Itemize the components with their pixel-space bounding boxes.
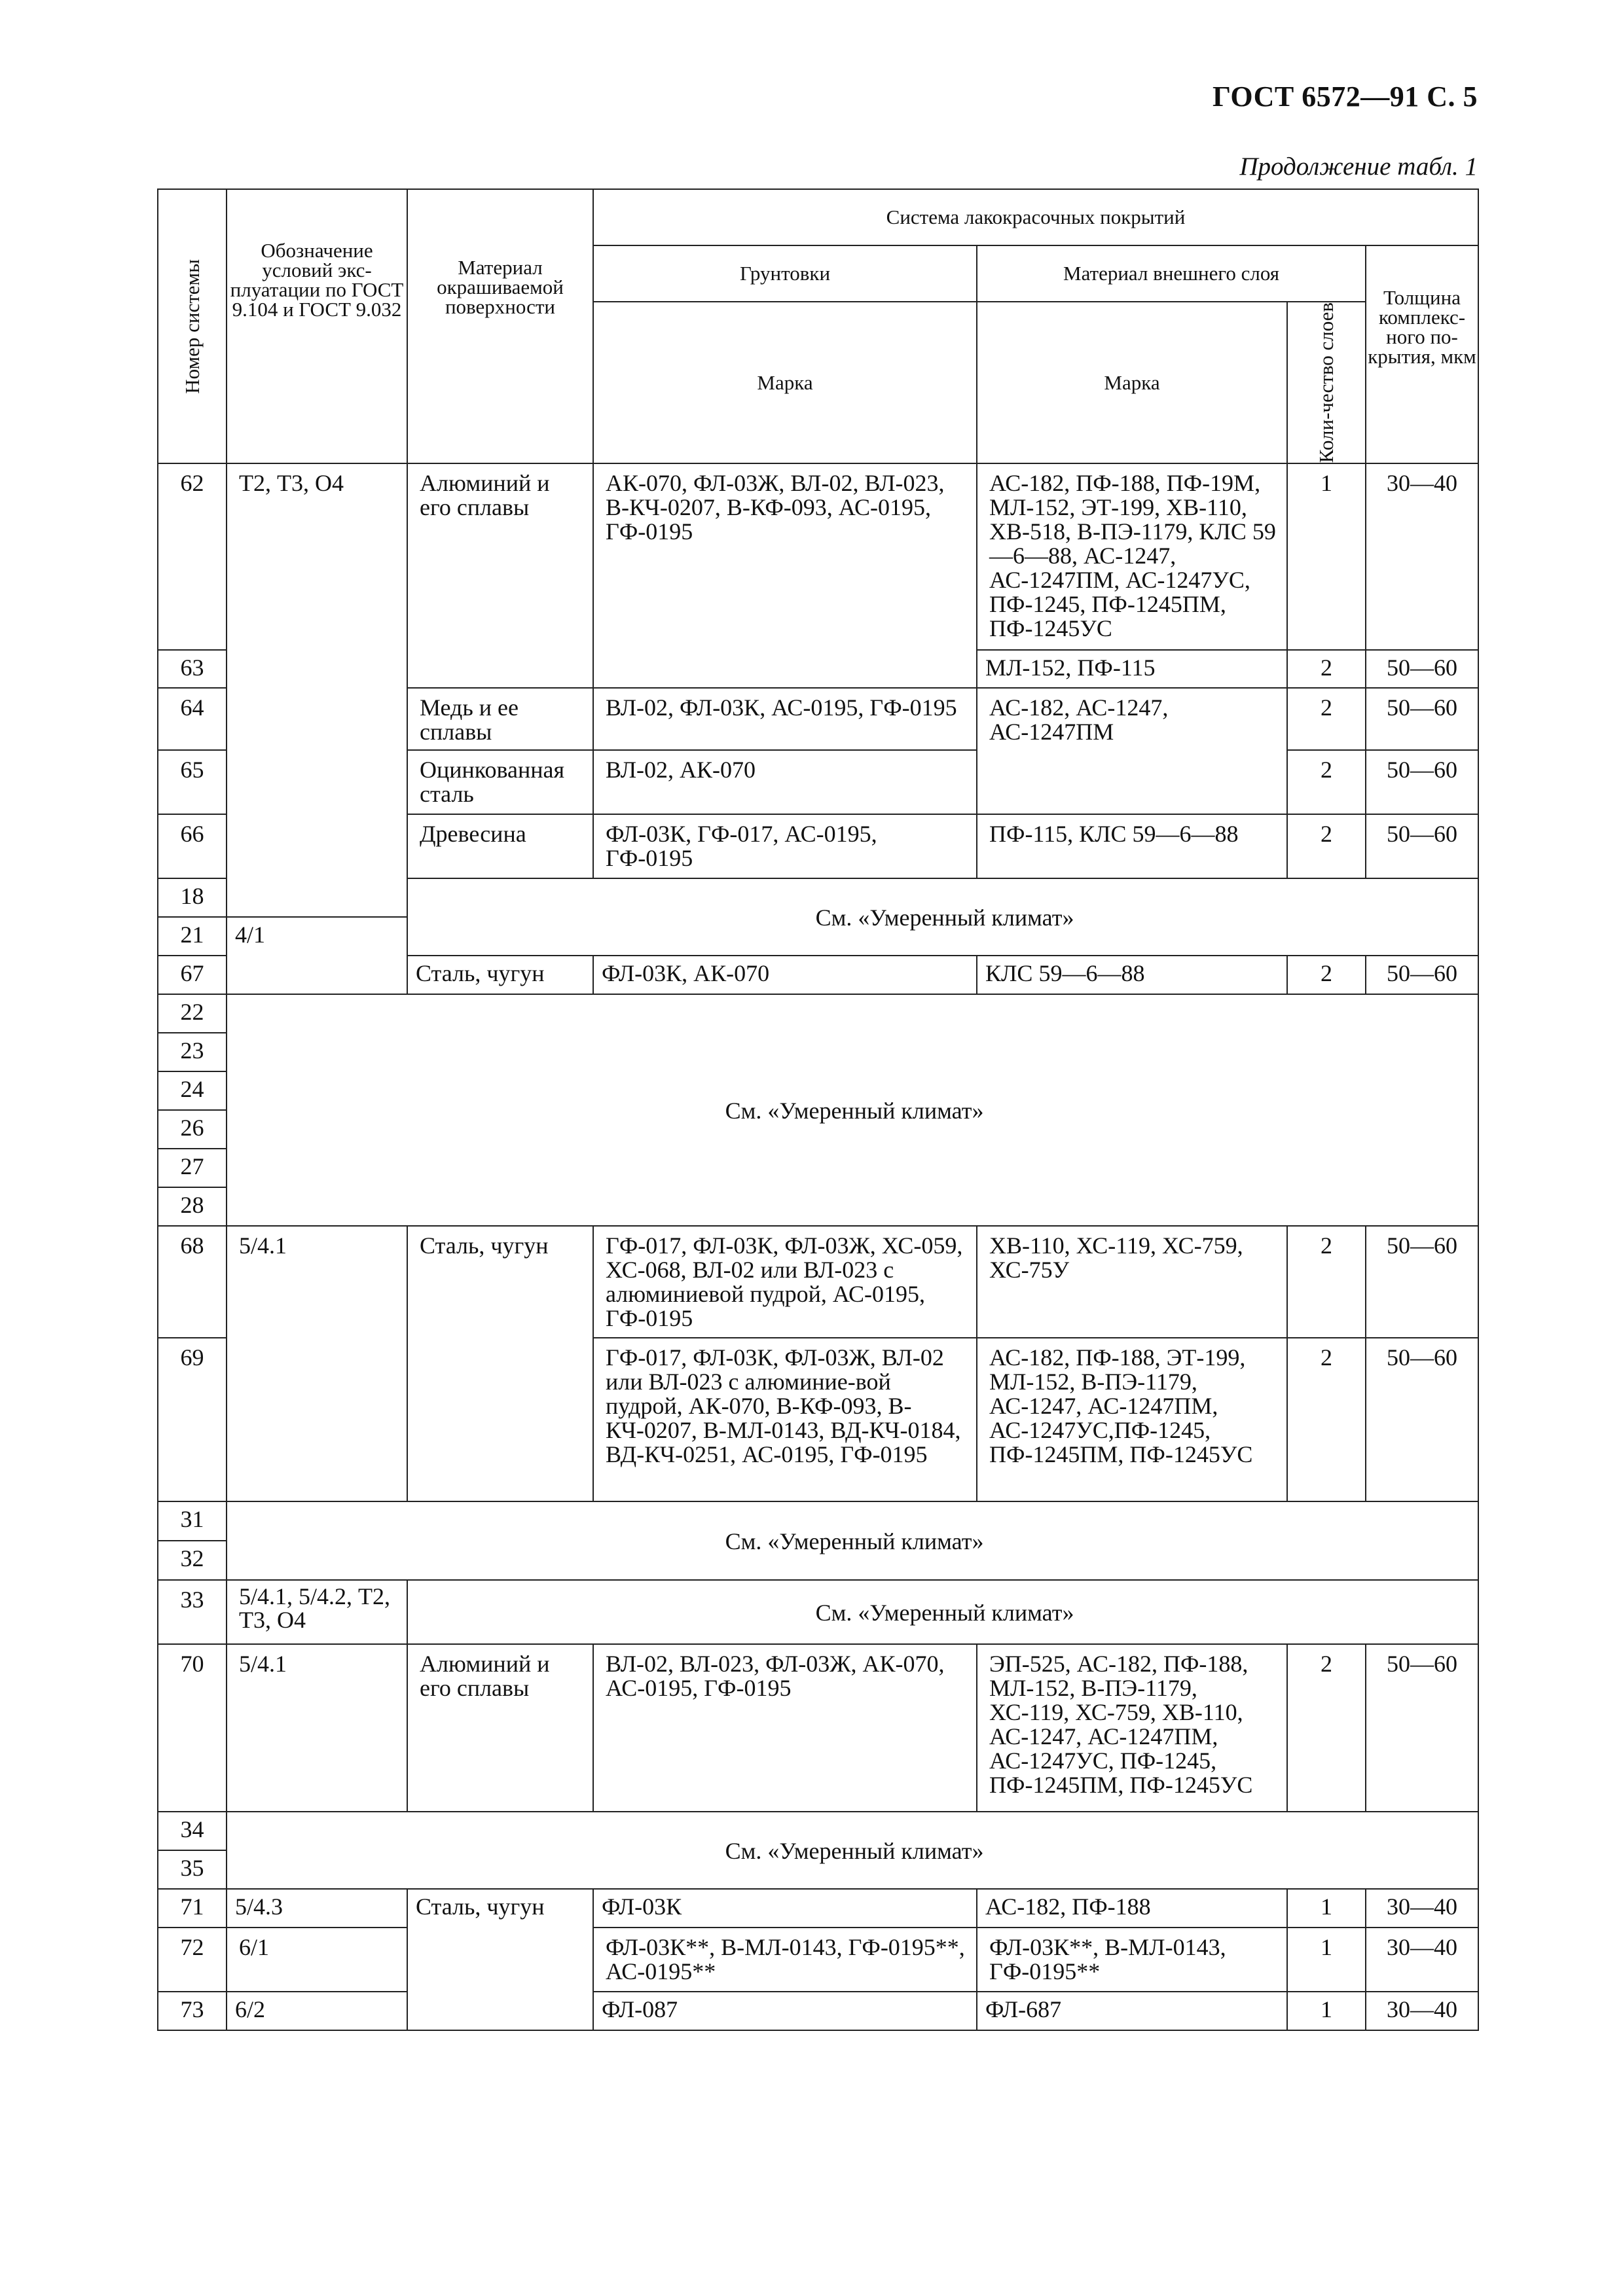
- table-row: 62 Т2, Т3, О4 Алюминий и его сплавы АК-070, ФЛ-03Ж, ВЛ-02, ВЛ-023, В-КЧ-0207, В-КФ-093, АС-0195, ГФ-0195 АС-182, ПФ-188, ПФ-19М, МЛ-152, ЭТ-199, ХВ-110, ХВ-518, В-ПЭ-1179, КЛС 59—6—88, АС-1247, АС-1247ПМ, АС-1247УС, ПФ-1245, ПФ-1245ПМ, ПФ-1245УС 1 30—40: [158, 463, 1478, 650]
- table-row: 64 Медь и ее сплавы ВЛ-02, ФЛ-03К, АС-0195, ГФ-0195 АС-182, АС-1247, АС-1247ПМ 2 50—60: [158, 688, 1478, 750]
- table-row: 33 5/4.1, 5/4.2, Т2, Т3, О4 См. «Умеренный климат»: [158, 1580, 1478, 1644]
- header-brand-outer: Марка: [977, 302, 1287, 463]
- header-primers: Грунтовки: [593, 245, 977, 302]
- header-conditions: Обозначение условий экс-плуатации по ГОСТ 9.104 и ГОСТ 9.032: [227, 189, 407, 463]
- table-row: 32: [158, 1541, 1478, 1580]
- header-brand-primer: Марка: [593, 302, 977, 463]
- header-thickness: Толщина комплекс-ного по-крытия, мкм: [1366, 245, 1478, 463]
- table-row: 72 6/1 ФЛ-03К**, В-МЛ-0143, ГФ-0195**, АС-0195** ФЛ-03К**, В-МЛ-0143, ГФ-0195** 1 30—40: [158, 1928, 1478, 1992]
- header-material: Материал окрашиваемой поверхности: [407, 189, 593, 463]
- header-coating-system: Система лакокрасочных покрытий: [593, 189, 1478, 245]
- see-temperate-climate: См. «Умеренный климат»: [227, 1501, 1478, 1580]
- table-row: 26: [158, 1110, 1478, 1149]
- header-outer-layer: Материал внешнего слоя: [977, 245, 1366, 302]
- table-row: 31 См. «Умеренный климат»: [158, 1501, 1478, 1541]
- see-temperate-climate: См. «Умеренный климат»: [227, 1812, 1478, 1889]
- table-row: 69 ГФ-017, ФЛ-03К, ФЛ-03Ж, ВЛ-02 или ВЛ-023 с алюминие-вой пудрой, АК-070, В-КФ-093, В-КЧ-0207, В-МЛ-0143, ВД-КЧ-0184, ВД-КЧ-0251, АС-0195, ГФ-0195 АС-182, ПФ-188, ЭТ-199, МЛ-152, В-ПЭ-1179, АС-1247, АС-1247ПМ, АС-1247УС,ПФ-1245, ПФ-1245ПМ, ПФ-1245УС 2 50—60: [158, 1338, 1478, 1501]
- table-row: 68 5/4.1 Сталь, чугун ГФ-017, ФЛ-03К, ФЛ-03Ж, ХС-059, ХС-068, ВЛ-02 или ВЛ-023 с алюминиевой пудрой, АС-0195, ГФ-0195 ХВ-110, ХС-119, ХС-759, ХС-75У 2 50—60: [158, 1226, 1478, 1338]
- table-row: 35: [158, 1850, 1478, 1889]
- table-continuation-label: Продолжение табл. 1: [1239, 152, 1478, 181]
- table-row: 21 4/1: [158, 917, 1478, 956]
- table-row: 28: [158, 1187, 1478, 1226]
- header-system-number: Номер системы: [158, 189, 227, 463]
- page-title: ГОСТ 6572—91 С. 5: [1212, 81, 1478, 113]
- table-row: 65 Оцинкованная сталь ВЛ-02, АК-070 2 50—60: [158, 750, 1478, 814]
- table-row: 27: [158, 1149, 1478, 1187]
- table-row: 24: [158, 1071, 1478, 1110]
- table-row: 34 См. «Умеренный климат»: [158, 1812, 1478, 1850]
- table-row: 18 См. «Умеренный климат»: [158, 878, 1478, 917]
- table-row: 23: [158, 1033, 1478, 1071]
- table-row: 66 Древесина ФЛ-03К, ГФ-017, АС-0195, ГФ-0195 ПФ-115, КЛС 59—6—88 2 50—60: [158, 814, 1478, 878]
- coating-systems-table: [157, 188, 1479, 2031]
- table-row: 71 5/4.3 Сталь, чугун ФЛ-03К АС-182, ПФ-188 1 30—40: [158, 1889, 1478, 1928]
- header-layers-count: Коли-чество слоев: [1287, 302, 1366, 463]
- see-temperate-climate: См. «Умеренный климат»: [407, 878, 1478, 956]
- table-row: 67 Сталь, чугун ФЛ-03К, АК-070 КЛС 59—6—88 2 50—60: [158, 956, 1478, 994]
- table-row: 73 6/2 ФЛ-087 ФЛ-687 1 30—40: [158, 1992, 1478, 2030]
- see-temperate-climate: См. «Умеренный климат»: [407, 1580, 1478, 1644]
- table-row: 22 См. «Умеренный климат»: [158, 994, 1478, 1033]
- table-row: 70 5/4.1 Алюминий и его сплавы ВЛ-02, ВЛ-023, ФЛ-03Ж, АК-070, АС-0195, ГФ-0195 ЭП-525, АС-182, ПФ-188, МЛ-152, В-ПЭ-1179, ХС-119, ХС-759, ХВ-110, АС-1247, АС-1247ПМ, АС-1247УС, ПФ-1245, ПФ-1245ПМ, ПФ-1245УС 2 50—60: [158, 1644, 1478, 1812]
- table-row: 63 МЛ-152, ПФ-115 2 50—60: [158, 650, 1478, 688]
- see-temperate-climate: См. «Умеренный климат»: [227, 994, 1478, 1226]
